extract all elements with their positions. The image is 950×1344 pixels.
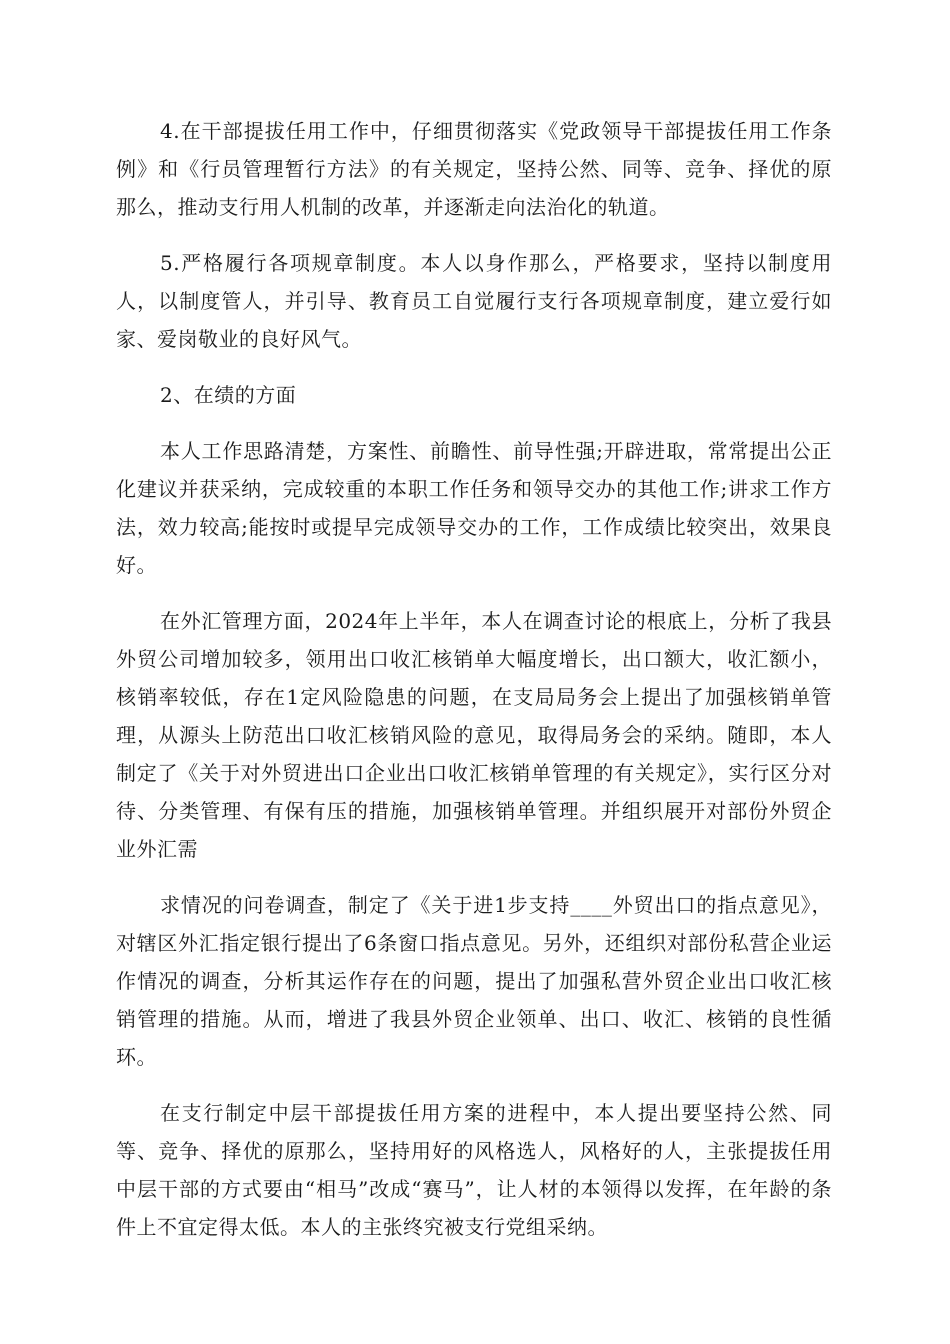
paragraph-work-approach: 本人工作思路清楚，方案性、前瞻性、前导性强;开辟进取，常常提出公正化建议并获采纳，完成较重的本职工作任务和领导交办的其他工作;讲求工作方法，效力较高;能按时或提早完成领导交办的工作，工作成绩比较突出，效果良好。 — [116, 439, 832, 577]
section-heading-performance: 2、在绩的方面 — [160, 383, 297, 407]
paragraph-survey-guidance: 求情况的问卷调查，制定了《关于进1步支持____外贸出口的指点意见》，对辖区外汇指定银行提出了6条窗口指点意见。另外，还组织对部份私营企业运作情况的调查，分析其运作存在的问题，提出了加强私营外贸企业出口收汇核销管理的措施。从而，增进了我县外贸企业领单、出口、收汇、核销的良性循环。 — [116, 893, 832, 1069]
paragraph-mid-level-cadre-plan: 在支行制定中层干部提拔任用方案的进程中，本人提出要坚持公然、同等、竞争、择优的原那么，坚持用好的风格选人，风格好的人，主张提拔任用中层干部的方式要由“相马”改成“赛马”，让人材的本领得以发挥，在年龄的条件上不宜定得太低。本人的主张终究被支行党组采纳。 — [116, 1101, 832, 1239]
paragraph-item-4-cadre-promotion: 4.在干部提拔任用工作中，仔细贯彻落实《党政领导干部提拔任用工作条例》和《行员管理暂行方法》的有关规定，坚持公然、同等、竞争、择优的原那么，推动支行用人机制的改革，并逐渐走向法治化的轨道。 — [116, 119, 832, 219]
document-body — [116, 112, 832, 1264]
paragraph-foreign-exchange-management: 在外汇管理方面，2024年上半年，本人在调查讨论的根底上，分析了我县外贸公司增加较多，领用出口收汇核销单大幅度增长，出口额大，收汇额小，核销率较低，存在1定风险隐患的问题，在支局局务会上提出了加强核销单管理，从源头上防范出口收汇核销风险的意见，取得局务会的采纳。随即，本人制定了《关于对外贸进出口企业出口收汇核销单管理的有关规定》，实行区分对待、分类管理、有保有压的措施，加强核销单管理。并组织展开对部份外贸企业外汇需 — [116, 609, 832, 861]
paragraph-item-5-rules-compliance: 5.严格履行各项规章制度。本人以身作那么，严格要求，坚持以制度用人，以制度管人，并引导、教育员工自觉履行支行各项规章制度，建立爱行如家、爱岗敬业的良好风气。 — [116, 251, 832, 351]
